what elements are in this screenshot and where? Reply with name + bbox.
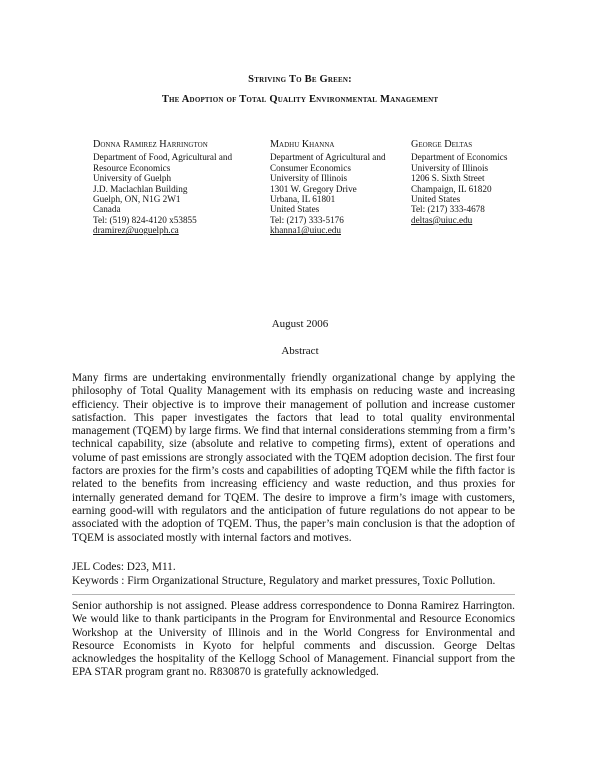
address-line: United States [411,194,461,205]
publication-date: August 2006 [271,318,329,330]
affiliation-line: University of Illinois [270,173,348,184]
address-line: Canada [93,204,121,215]
address-line: Champaign, IL 61820 [411,183,492,194]
affiliation-line: University of Illinois [411,162,489,173]
abstract-body: Many firms are undertaking environmentally friendly organizational change by applying the philosophy of Total Quality Management with its emphasis on reducing waste and increasing efficiency. Their objective is to improve their management of pollution and increase customer satisfaction. This paper investigates the factors that lead to total quality environmental management (TQEM) by large firms. We find that internal considerations stemming from a firm’s technical capability, size (absolute and relative to competing firms), extent of operations and volume of past emissions are strongly associated with the TQEM adoption decision. The first four factors are proxies for the firm’s costs and capabilities of adopting TQEM while the fifth factor is related to the benefits from increasing efficiency and waste reduction, and thus proxies for internally generated demand for TQEM. The desire to improve a firm’s image with customers, earning good-will with regulators and the anticipation of future regulations do not appear to be associated with the adoption of TQEM. Thus, the paper’s main conclusion is that the adoption of TQEM is associated mostly with internal factors and motives. [72,372,515,544]
author-block-deltas [411,140,586,225]
footnote-text: Senior authorship is not assigned. Please address correspondence to Donna Ramirez Harrington. We would like to thank participants in the Program for Environmental and Resource Economics Workshop at the University of Illinois and in the World Congress for Environmental and Resource Economists in Kyoto for helpful comments and discussion. George Deltas acknowledges the hospitality of the Kellogg School of Management. Financial support from the EPA STAR program grant no. R830870 is gratefully acknowledged. [72,600,515,679]
affiliation-line: Department of Agricultural and [270,152,386,163]
author-name: George Deltas [411,139,473,150]
phone-line: Tel: (217) 333-4678 [411,204,485,215]
author-email-link[interactable]: dramirez@uoguelph.ca [93,225,179,236]
phone-line: Tel: (519) 824-4120 x53855 [93,214,197,225]
author-block-harrington [93,140,268,236]
phone-line: Tel: (217) 333-5176 [270,214,344,225]
address-line: 1301 W. Gregory Drive [270,183,357,194]
affiliation-line: Consumer Economics [270,162,351,173]
affiliation-line: Resource Economics [93,162,171,173]
abstract-heading: Abstract [281,345,319,357]
jel-codes: JEL Codes: D23, M11. [72,561,176,573]
address-line: 1206 S. Sixth Street [411,173,485,184]
author-name: Madhu Khanna [270,139,335,150]
address-line: United States [270,204,320,215]
paper-title-line2: The Adoption of Total Quality Environmental Management [161,94,439,105]
keywords: Keywords : Firm Organizational Structure, Regulatory and market pressures, Toxic Pollution. [72,575,496,587]
affiliation-line: Department of Food, Agricultural and [93,152,233,163]
author-email-link[interactable]: deltas@uiuc.edu [411,214,473,225]
affiliation-line: Department of Economics [411,152,508,163]
address-line: Urbana, IL 61801 [270,194,336,205]
address-line: J.D. Maclachlan Building [93,183,188,194]
affiliation-line: University of Guelph [93,173,172,184]
paper-title-line1: Striving To Be Green: [248,74,352,85]
author-name: Donna Ramirez Harrington [93,139,208,150]
author-email-link[interactable]: khanna1@uiuc.edu [270,225,341,236]
address-line: Guelph, ON, N1G 2W1 [93,194,181,205]
footnote-divider [72,594,515,595]
